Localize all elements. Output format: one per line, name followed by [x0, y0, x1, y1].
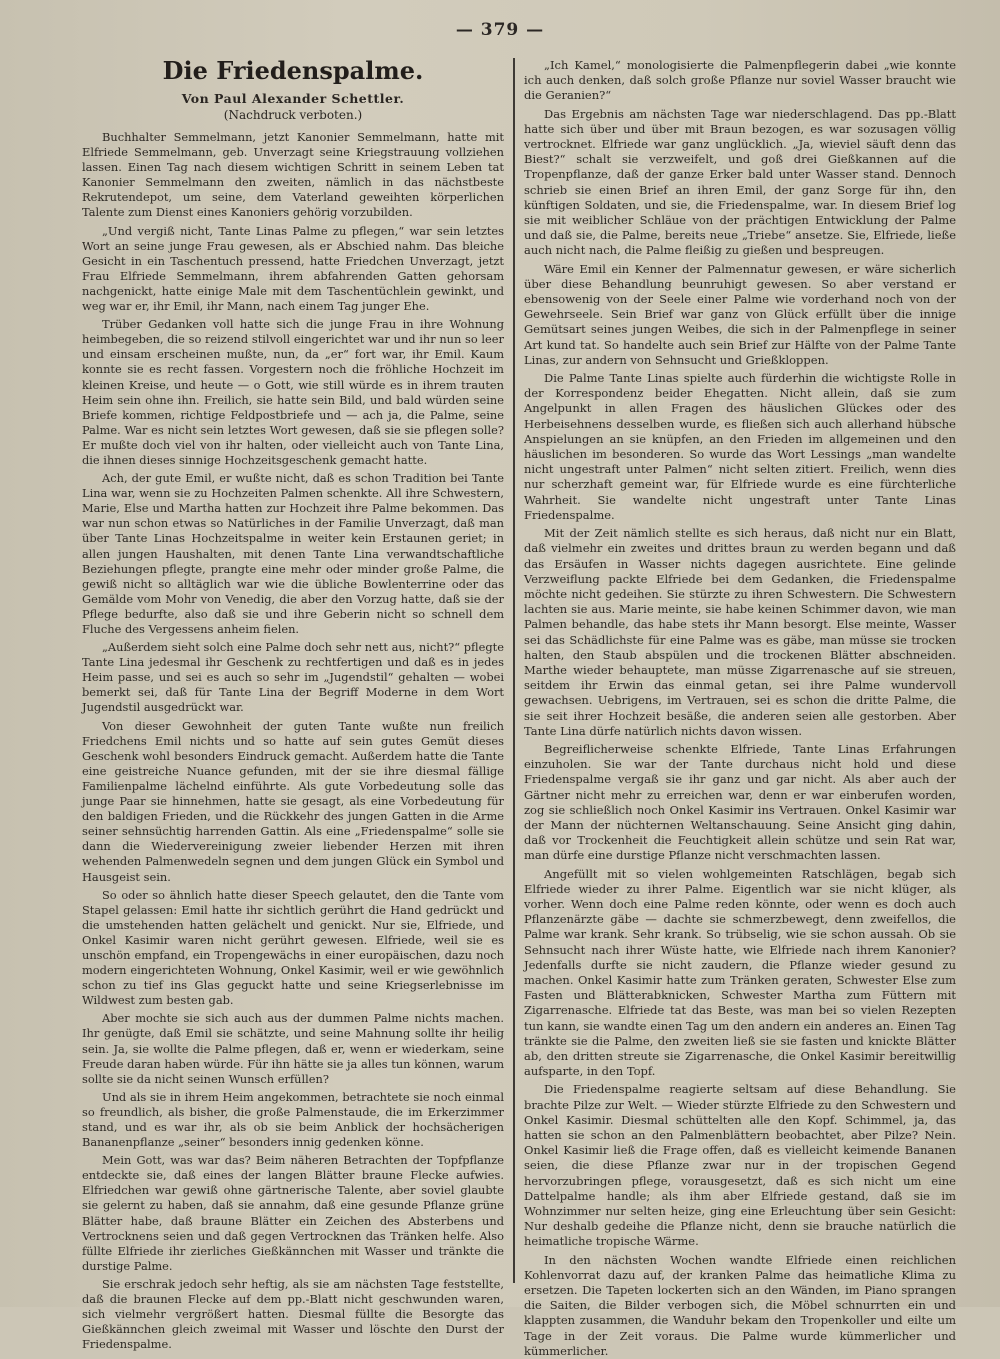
paragraph: „Und vergiß nicht, Tante Linas Palme zu pflegen,“ war sein letztes Wort an seine junge Frau gewesen, als er Abschied nahm. Das bleiche Gesicht in ein Taschentuch pressend, hatte Friedchen Unverzagt, jetzt Frau Elfriede Semmelmann, ihrem abfahrenden Gatten gehorsam nachgenickt, hatte einige Male mit dem Taschentüchlein gewinkt, und weg war er, ihr Emil, ihr Mann, nach einem Tag junger Ehe. [82, 223, 504, 314]
paragraph: Sie erschrak jedoch sehr heftig, als sie am nächsten Tage feststellte, daß die braunen Flecke auf dem pp.-Blatt nicht geschwunden waren, sich vielmehr vergrößert hatten. Diesmal füllte die Besorgte das Gießkännchen gleich zweimal mit Wasser und löschte den Durst der Friedenspalme. [82, 1276, 504, 1352]
left-column-text [82, 130, 504, 1352]
paragraph: Wäre Emil ein Kenner der Palmennatur gewesen, er wäre sicherlich über diese Behandlung beunruhigt gewesen. So aber verstand er ebensowenig von der Seele einer Palme wie vorderhand noch von der Gewehrseele. Sein Brief war ganz von Glück erfüllt über die innige Gemütsart seines jungen Weibes, die sich in der Palmenpflege in seiner Art kund tat. So handelte auch sein Brief zur Hälfte von der Palme Tante Linas, zur andern von Sehnsucht und Grießkloppen. [524, 261, 956, 367]
paragraph: „Außerdem sieht solch eine Palme doch sehr nett aus, nicht?“ pflegte Tante Lina jedesmal ihr Geschenk zu rechtfertigen und daß es in jedes Heim passe, und sei es auch so sehr im „Jugendstil“ gehalten — wobei bemerkt sei, daß für Tante Lina der Begriff Moderne in dem Wort Jugendstil ausgedrückt war. [82, 640, 504, 715]
paragraph: Mit der Zeit nämlich stellte es sich heraus, daß nicht nur ein Blatt, daß vielmehr ein zweites und drittes braun zu werden begann und daß das Ersäufen in Wasser nichts dagegen ausrichtete. Eine gelinde Verzweiflung packte Elfriede bei dem Gedanken, die Friedenspalme möchte nicht gedeihen. Sie stürzte zu ihren Schwestern. Die Schwestern lachten sie aus. Marie meinte, sie habe keinen Schimmer davon, wie man Palmen behandle, das habe stets ihr Mann besorgt. Else meinte, Wasser sei das Schädlichste für eine Palme was es gäbe, man müsse sie trocken halten, den Staub abspülen und die trockenen Blätter abschneiden. Marthe wieder behauptete, man müsse Zigarrenasche auf sie streuen, seitdem ihr Erwin das einmal getan, sei ihre Palme wundervoll gewachsen. Uebrigens, im Vertrauen, sei es schon die dritte Palme, die sie seit ihrer Hochzeit besäße, die anderen seien alle gestorben. Aber Tante Lina dürfe natürlich nichts davon wissen. [524, 526, 956, 738]
page-number: — 379 — [455, 20, 545, 40]
paragraph: Das Ergebnis am nächsten Tage war niederschlagend. Das pp.-Blatt hatte sich über und über mit Braun bezogen, es war sozusagen völlig vertrocknet. Elfriede war ganz unglücklich. „Ja, wieviel säuft denn das Biest?“ schalt sie verzweifelt, und goß drei Gießkannen auf die Tropenpflanze, daß der ganze Erker bald unter Wasser stand. Dennoch schrieb sie einen Brief an ihren Emil, der ganz Sorge für ihn, den künftigen Soldaten, und sie, die Friedenspalme, war. In diesem Brief log sie mit weiblicher Schläue von der prächtigen Entwicklung der Palme und daß sie, die Palme, bereits neue „Triebe“ ansetze. Sie, Elfriede, ließe auch nicht nach, die Palme fleißig zu gießen und bespreugen. [524, 106, 956, 258]
right-column [524, 58, 956, 1358]
paragraph: Begreiflicherweise schenkte Elfriede, Tante Linas Erfahrungen einzuholen. Sie war der Tante durchaus nicht hold und diese Friedenspalme vergaß sie ihr ganz und gar nicht. Als aber auch der Gärtner nicht mehr zu erreichen war, denn er war einberufen worden, zog sie schließlich noch Onkel Kasimir ins Vertrauen. Onkel Kasimir war der Mann der nüchternen Weltanschauung. Seine Ansicht ging dahin, daß vor Trockenheit die Feuchtigkeit allein schütze und sein Rat war, man dürfe eine durstige Pflanze nicht verschmachten lassen. [524, 741, 956, 863]
paragraph: Mein Gott, was war das? Beim näheren Betrachten der Topfpflanze entdeckte sie, daß eines der langen Blätter braune Flecke aufwies. Elfriedchen war gewiß ohne gärtnerische Talente, aber soviel glaubte sie gelernt zu haben, daß sie annahm, daß eine gesunde Pflanze grüne Blätter habe, daß braune Blätter ein Zeichen des Absterbens und Vertrocknens seien und daß gegen Vertrocknen das Tränken helfe. Also füllte Elfriede ihr zierliches Gießkännchen mit Wasser und tränkte die durstige Palme. [82, 1153, 504, 1273]
paragraph: „Ich Kamel,“ monologisierte die Palmenpflegerin dabei „wie konnte ich auch denken, daß solch große Pflanze nur soviel Wasser braucht wie die Geranien?“ [524, 58, 956, 103]
paragraph: Die Palme Tante Linas spielte auch fürderhin die wichtigste Rolle in der Korrespondenz beider Ehegatten. Nicht allein, daß sie zum Angelpunkt in allen Fragen des häuslichen Glückes oder des Herbeisehnens desselben wurde, es fließen sich auch allerhand hübsche Anspielungen an sie knüpfen, an den Frieden im allgemeinen und den häuslichen im besonderen. So wurde das Wort Lessings „man wandelte nicht ungestraft unter Palmen“ nicht selten zitiert. Freilich, wenn dies nur scherzhaft gemeint war, für Elfriede wurde es eine fürchterliche Wahrheit. Sie wandelte nicht ungestraft unter Tante Linas Friedenspalme. [524, 371, 956, 522]
article-title: Die Friedenspalme. [162, 56, 424, 85]
article-byline: Von Paul Alexander Schettler. [181, 91, 405, 106]
paragraph: Und als sie in ihrem Heim angekommen, betrachtete sie noch einmal so freundlich, als bisher, die große Palmenstaude, die im Erkerzimmer stand, und es war ihr, als ob sie beim Anblick der hochsächerigen Bananenpflanze „seiner“ besonders innig gedenken könne. [82, 1089, 504, 1150]
left-column [82, 52, 504, 1352]
paragraph: Angefüllt mit so vielen wohlgemeinten Ratschlägen, begab sich Elfriede wieder zu ihrer Palme. Eigentlich war sie nicht klüger, als vorher. Wenn doch eine Palme reden könnte, oder wenn es doch auch Pflanzenärzte gäbe — dachte sie schmerzbewegt, denn zweifellos, die Palme war krank. Sehr krank. So trübselig, wie sie schon aussah. Ob sie Sehnsucht nach ihrer Wüste hatte, wie Elfriede nach ihrem Kanonier? Jedenfalls durfte sie nicht zaudern, die Pflanze wieder gesund zu machen. Onkel Kasimir hatte zum Tränken geraten, Schwester Else zum Fasten und Blätterabknicken, Schwester Martha zum Füttern mit Zigarrenasche. Elfriede tat das Beste, was man bei so vielen Rezepten tun kann, sie wandte einen Tag um den andern ein anderes an. Einen Tag tränkte sie die Palme, den zweiten ließ sie sie fasten und knickte Blätter ab, den dritten streute sie Zigarrenasche, die Onkel Kasimir bereitwillig aufsparte, in den Topf. [524, 866, 956, 1079]
paragraph: Buchhalter Semmelmann, jetzt Kanonier Semmelmann, hatte mit Elfriede Semmelmann, geb. Unverzagt seine Kriegstrauung vollziehen lassen. Einen Tag nach diesem wichtigen Schritt in seinem Leben tat Kanonier Semmelmann den zweiten, nämlich in das nächstbeste Rekrutendepot, um seine, dem Vaterland geweihten körperlichen Talente zum Dienst eines Kanoniers gehörig vorzubilden. [82, 130, 504, 220]
paragraph: Von dieser Gewohnheit der guten Tante wußte nun freilich Friedchens Emil nichts und so hatte auf sein gutes Gemüt dieses Geschenk wohl besonders Eindruck gemacht. Außerdem hatte die Tante eine geistreiche Nuance gefunden, mit der sie ihre diesmal fällige Familienpalme lächelnd einführte. Als gute Vorbedeutung solle das junge Paar sie hinnehmen, hatte sie gesagt, als eine Vorbedeutung für den baldigen Frieden, und die Rückkehr des jungen Gatten in die Arme seiner sehnsüchtig harrenden Gattin. Als eine „Friedenspalme“ solle sie dann die Wiedervereinigung zweier liebender Herzen mit ihren wehenden Palmenwedeln segnen und dem jungen Glück ein Symbol und Hausgeist sein. [82, 718, 504, 884]
paragraph: In den nächsten Wochen wandte Elfriede einen reichlichen Kohlenvorrat dazu auf, der kranken Palme das heimatliche Klima zu ersetzen. Die Tapeten lockerten sich an den Wänden, im Piano sprangen die Saiten, die Bilder verbogen sich, die Möbel schnurrten ein und klappten zusammen, die Wanduhr bekam den Tropenkoller und eilte um Tage in der Zeit voraus. Die Palme wurde kümmerlicher und kümmerlicher. [524, 1252, 956, 1358]
paragraph: Die Friedenspalme reagierte seltsam auf diese Behandlung. Sie brachte Pilze zur Welt. — Wieder stürzte Elfriede zu den Schwestern und Onkel Kasimir. Diesmal schüttelten alle den Kopf. Schimmel, ja, das hatten sie schon an den Palmenblättern beobachtet, aber Pilze? Nein. Onkel Kasimir ließ die Frage offen, daß es vielleicht keimende Bananen seien, die diese Pflanze zwar nur in der tropischen Gegend hervorzubringen pflege, vorausgesetzt, daß es sich nicht um eine Dattelpalme handle; als ihm aber Elfriede gestand, daß sie im Wohnzimmer nur selten heize, ging eine Erleuchtung über sein Gesicht: Nur deshalb gedeihe die Pflanze nicht, denn sie brauche natürlich die heimatliche tropische Wärme. [524, 1082, 956, 1249]
paragraph: Aber mochte sie sich auch aus der dummen Palme nichts machen. Ihr genügte, daß Emil sie schätzte, und seine Mahnung sollte ihr heilig sein. Ja, sie wollte die Palme pflegen, daß er, wenn er wiederkam, seine Freude daran haben würde. Für ihn hätte sie ja alles tun können, warum sollte sie da nicht seinen Wunsch erfüllen? [82, 1011, 504, 1086]
paragraph: So oder so ähnlich hatte dieser Speech gelautet, den die Tante vom Stapel gelassen: Emil hatte ihr sichtlich gerührt die Hand gedrückt und die umstehenden hatten gelächelt und genickt. Nur sie, Elfriede, und Onkel Kasimir waren nicht gerührt gewesen. Elfriede, weil sie es unschön empfand, ein Tropengewächs in einer europäischen, dazu noch modern eingerichteten Wohnung, Onkel Kasimir, weil er wie gewöhnlich schon zu tief ins Glas geguckt hatte und seine Kriegserlebnisse im Wildwest zum besten gab. [82, 887, 504, 1008]
reprint-notice: (Nachdruck verboten.) [223, 108, 363, 122]
paragraph: Trüber Gedanken voll hatte sich die junge Frau in ihre Wohnung heimbegeben, die so reizend stilvoll eingerichtet war und ihr nun so leer und einsam erscheinen mußte, nun, da „er“ fort war, ihr Emil. Kaum konnte sie es recht fassen. Vorgestern noch die fröhliche Hochzeit im kleinen Kreise, und heute — o Gott, wie still würde es in ihrem trauten Heim sein ohne ihn. Freilich, sie hatte sein Bild, und bald würden seine Briefe kommen, richtige Feldpostbriefe und — ach ja, die Palme, seine Palme. War es nicht sein letztes Wort gewesen, daß sie sie pflegen solle? Er mußte doch viel von ihr halten, oder vielleicht auch von Tante Lina, die ihnen dieses sinnige Hochzeitsgeschenk gemacht hatte. [82, 317, 504, 467]
column-divider [513, 58, 515, 1283]
paragraph: Ach, der gute Emil, er wußte nicht, daß es schon Tradition bei Tante Lina war, wenn sie zu Hochzeiten Palmen schenkte. All ihre Schwestern, Marie, Else und Martha hatten zur Hochzeit ihre Palme bekommen. Das war nun schon etwas so Natürliches in der Familie Unverzagt, daß man über Tante Linas Hochzeitspalme in weiter kein Erstaunen geriet; in allen jungen Haushalten, mit denen Tante Lina verwandtschaftliche Beziehungen pflegte, prangte eine mehr oder minder große Palme, die gewiß nicht so alltäglich war wie die übliche Bowlenterrine oder das Gemälde vom Mohr von Venedig, die aber den Vorzug hatte, daß sie der Pflege bedurfte, also daß sie und ihre Geberin nicht so schnell dem Fluche des Vergessens anheim fielen. [82, 471, 504, 636]
